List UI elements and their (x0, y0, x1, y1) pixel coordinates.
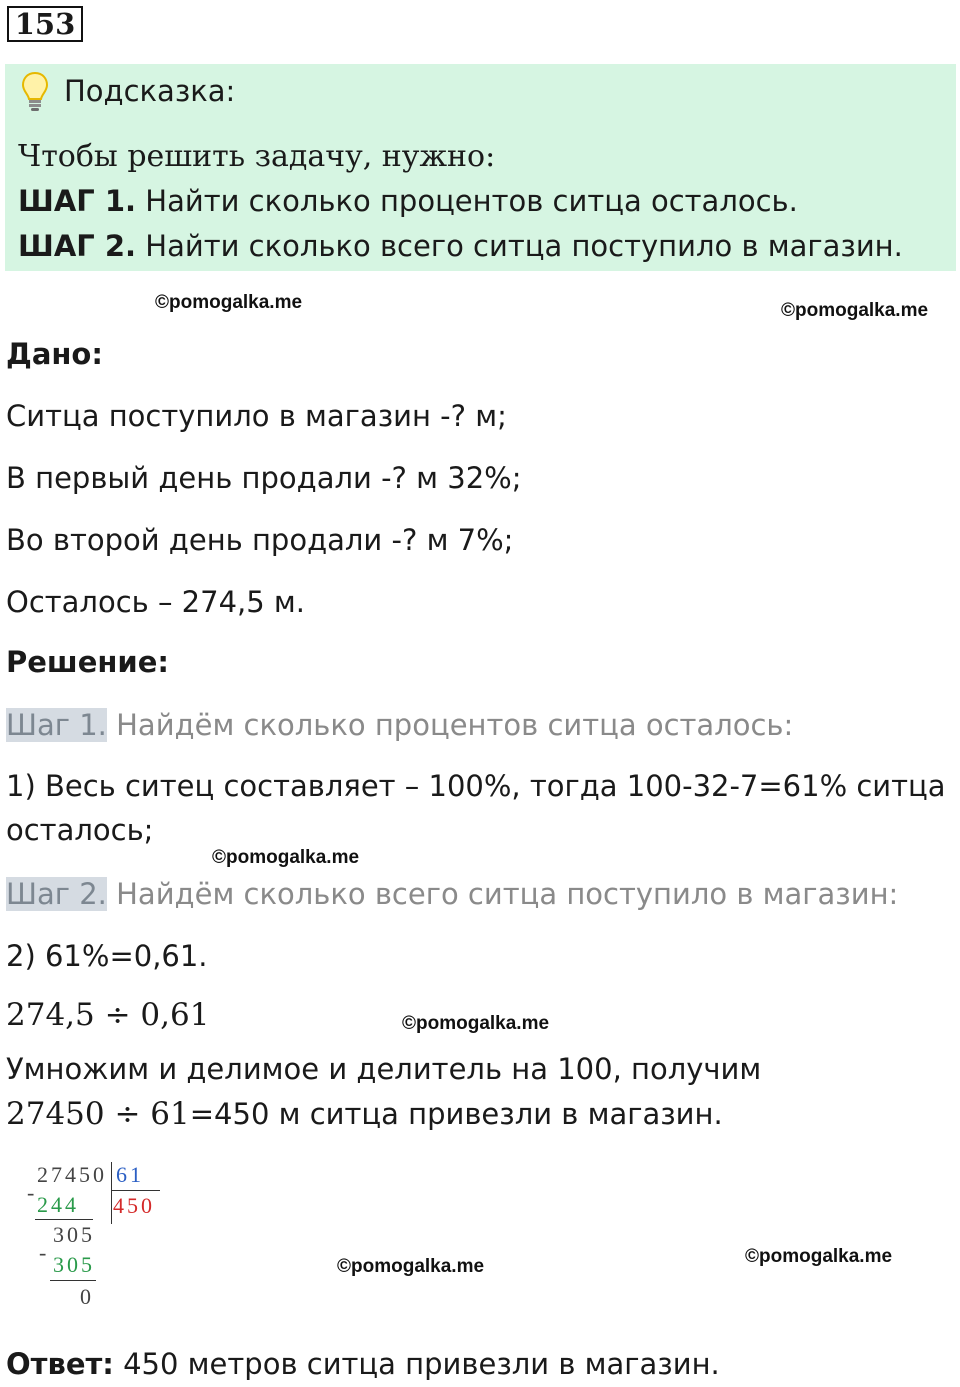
solution-line: Умножим и делимое и делитель на 100, получим (6, 1052, 762, 1086)
answer (6, 1347, 720, 1381)
watermark: ©pomogalka.me (745, 1246, 893, 1267)
result-text: =450 м ситца привезли в магазин. (189, 1097, 723, 1131)
subtrahend-2: 305 (53, 1252, 95, 1277)
answer-text: 450 метров ситца привезли в магазин. (113, 1347, 720, 1381)
watermark: ©pomogalka.me (402, 1013, 550, 1034)
hint-intro: Чтобы решить задачу, нужно: (18, 139, 496, 174)
minus-sign: - (39, 1240, 50, 1265)
division-horizontal-line (112, 1190, 160, 1191)
solution-step-1 (6, 708, 793, 742)
final-remainder: 0 (80, 1284, 94, 1309)
hint-step-2-text: Найти сколько всего ситца поступило в магазин. (145, 229, 903, 263)
step-2-text: Найдём сколько всего ситца поступило в магазин: (116, 877, 899, 911)
given-line: В первый день продали -? м 32%; (6, 461, 522, 495)
watermark: ©pomogalka.me (212, 847, 360, 868)
step-1-text: Найдём сколько процентов ситца осталось: (116, 708, 794, 742)
division-expression: 27450 ÷ 61 (6, 1096, 190, 1132)
solution-line: осталось; (6, 813, 154, 847)
given-line: Осталось – 274,5 м. (6, 585, 306, 619)
hint-step-1-text: Найти сколько процентов ситца осталось. (145, 184, 798, 218)
solution-line: 2) 61%=0,61. (6, 939, 208, 973)
subtraction-line (50, 1280, 96, 1281)
step-2-label: Шаг 2. (6, 877, 107, 911)
solution-heading: Решение: (6, 645, 170, 679)
divisor: 61 (116, 1162, 144, 1187)
given-heading: Дано: (6, 337, 103, 371)
minus-sign: - (27, 1180, 38, 1205)
hint-step-2 (18, 229, 903, 263)
watermark: ©pomogalka.me (337, 1256, 485, 1277)
given-line: Во второй день продали -? м 7%; (6, 523, 514, 557)
subtraction-line (35, 1219, 93, 1220)
hint-step-2-label: ШАГ 2. (18, 229, 137, 263)
watermark: ©pomogalka.me (155, 292, 303, 313)
division-expression: 274,5 ÷ 0,61 (6, 997, 210, 1033)
watermark: ©pomogalka.me (781, 300, 929, 321)
solution-step-2 (6, 877, 898, 911)
hint-title: Подсказка: (64, 74, 236, 108)
given-line: Ситца поступило в магазин -? м; (6, 399, 507, 433)
solution-result-line (6, 1096, 723, 1132)
lightbulb-icon (20, 70, 50, 116)
solution-line: 1) Весь ситец составляет – 100%, тогда 100-32-7=61% ситца (6, 769, 946, 803)
answer-label: Ответ: (6, 1347, 114, 1381)
subtrahend-1: 244 (37, 1192, 79, 1217)
remainder-1: 305 (53, 1222, 95, 1247)
hint-step-1 (18, 184, 798, 218)
problem-number: 153 (7, 6, 83, 42)
quotient: 450 (113, 1193, 155, 1218)
step-1-label: Шаг 1. (6, 708, 107, 742)
dividend: 27450 (37, 1162, 107, 1187)
division-vertical-line (111, 1162, 112, 1224)
hint-step-1-label: ШАГ 1. (18, 184, 137, 218)
